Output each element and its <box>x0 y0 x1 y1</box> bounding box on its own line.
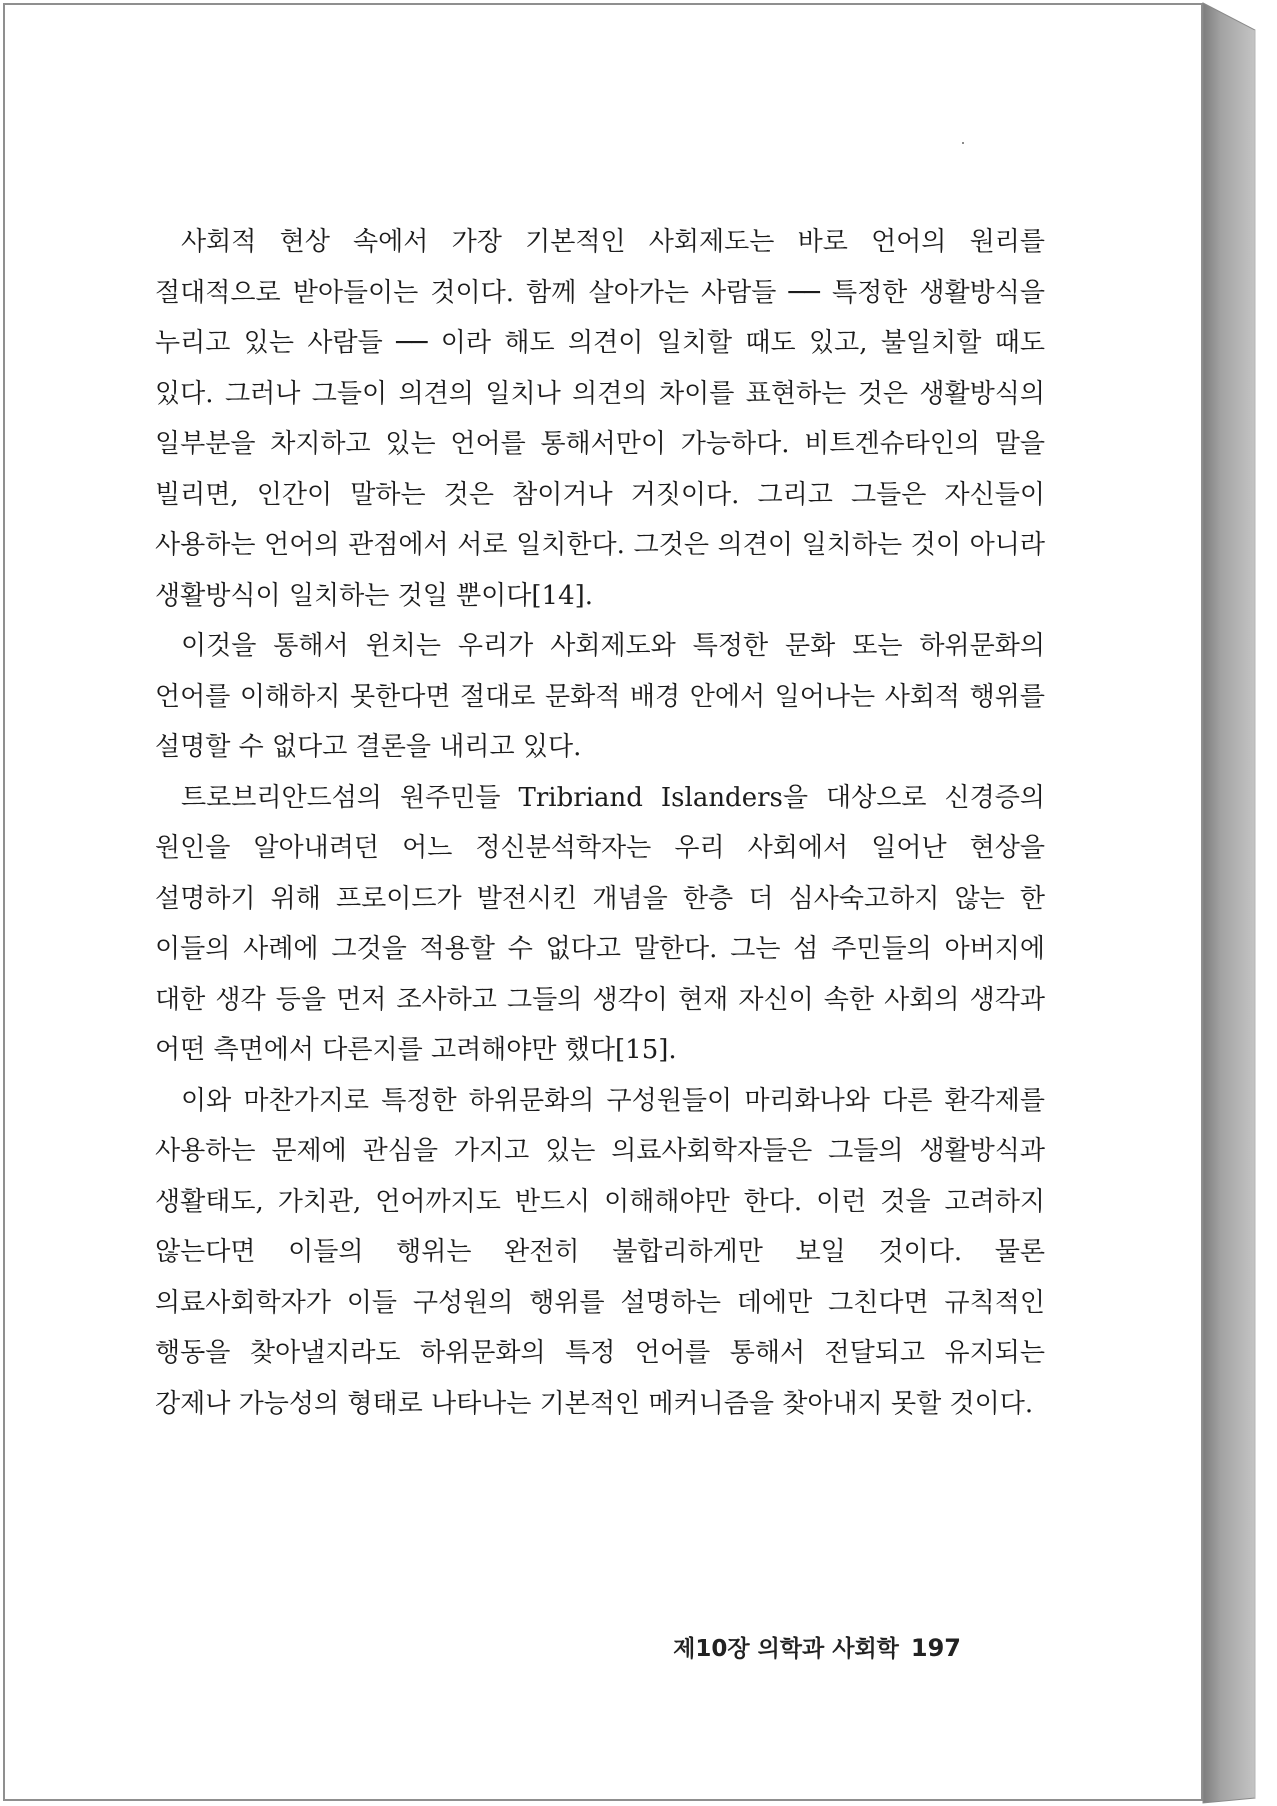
book-page <box>3 3 1203 1801</box>
page-footer <box>673 1630 961 1663</box>
paragraph-1: 사회적 현상 속에서 가장 기본적인 사회제도는 바로 언어의 원리를 절대적으로 받아들이는 것이다. 함께 살아가는 사람들 ── 특정한 생활방식을 누리고 있는 사람들 ── 이라 해도 의견이 일치할 때도 있고, 불일치할 때도 있다. 그러나 그들이 의견의 일치나 의견의 차이를 표현하는 것은 생활방식의 일부분을 차지하고 있는 언어를 통해서만이 가능하다. 비트겐슈타인의 말을 빌리면, 인간이 말하는 것은 참이거나 거짓이다. 그리고 그들은 자신들이 사용하는 언어의 관점에서 서로 일치한다. 그것은 의견이 일치하는 것이 아니라 생활방식이 일치하는 것일 뿐이다[14]. <box>155 227 1046 611</box>
page-edge-shadow <box>1195 0 1277 1806</box>
paragraph-4: 이와 마찬가지로 특정한 하위문화의 구성원들이 마리화나와 다른 환각제를 사용하는 문제에 관심을 가지고 있는 의료사회학자들은 그들의 생활방식과 생활태도, 가치관, 언어까지도 반드시 이해해야만 한다. 이런 것을 고려하지 않는다면 이들의 행위는 완전히 불합리하게만 보일 것이다. 물론 의료사회학자가 이들 구성원의 행위를 설명하는 데에만 그친다면 규칙적인 행동을 찾아낼지라도 하위문화의 특정 언어를 통해서 전달되고 유지되는 강제나 가능성의 형태로 나타나는 기본적인 메커니즘을 찾아내지 못할 것이다. <box>155 1085 1045 1419</box>
page-number: 197 <box>910 1634 961 1662</box>
scan-speck <box>962 142 964 144</box>
chapter-title: 제10장 의학과 사회학 <box>673 1636 899 1662</box>
paragraph-2: 이것을 통해서 윈치는 우리가 사회제도와 특정한 문화 또는 하위문화의 언어를 이해하지 못한다면 절대로 문화적 배경 안에서 일어나는 사회적 행위를 설명할 수 없다고 결론을 내리고 있다. <box>155 631 1045 762</box>
body-text <box>155 217 1045 1429</box>
paragraph-3: 트로브리안드섬의 원주민들 Tribriand Islanders을 대상으로 신경증의 원인을 알아내려던 어느 정신분석학자는 우리 사회에서 일어난 현상을 설명하기 위해 프로이드가 발전시킨 개념을 한층 더 심사숙고하지 않는 한 이들의 사례에 그것을 적용할 수 없다고 말한다. 그는 섬 주민들의 아버지에 대한 생각 등을 먼저 조사하고 그들의 생각이 현재 자신이 속한 사회의 생각과 어떤 측면에서 다른지를 고려해야만 했다[15]. <box>155 782 1045 1065</box>
